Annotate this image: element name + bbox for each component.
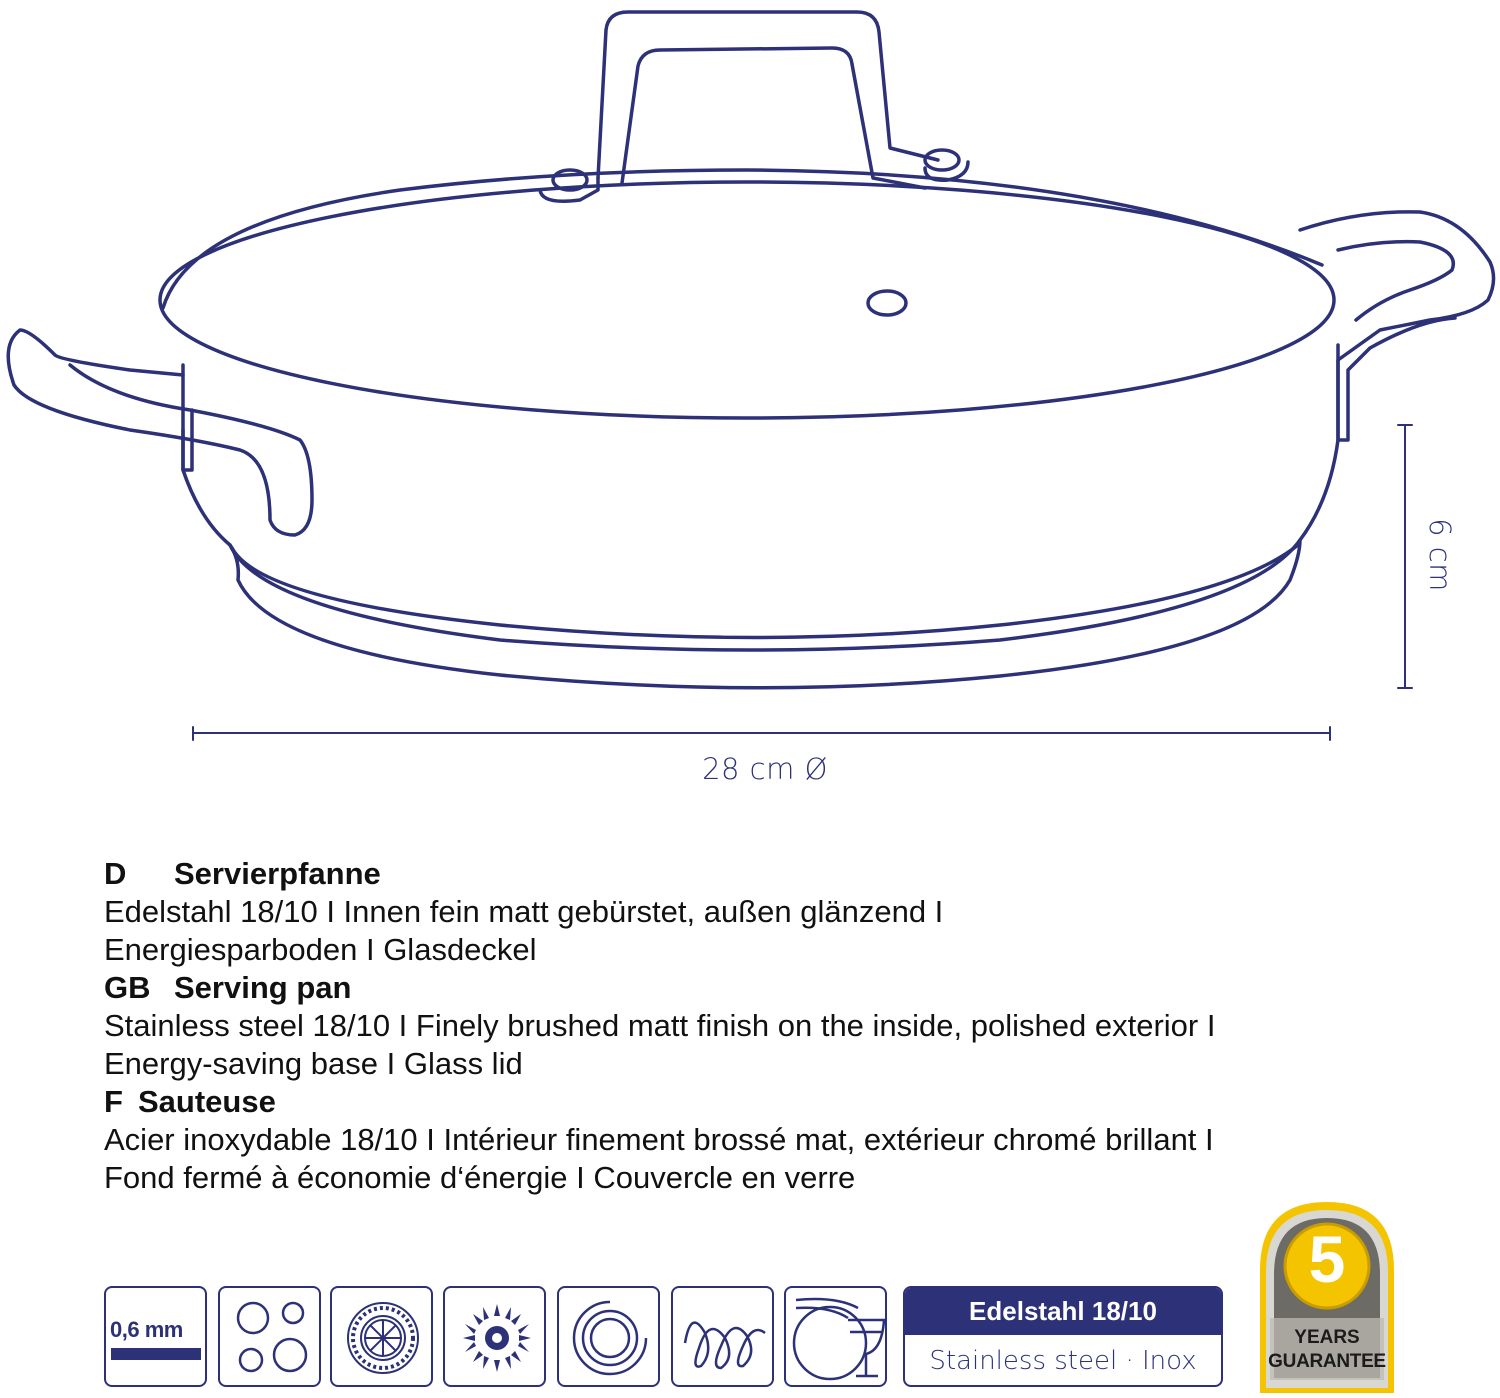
material-top: Edelstahl 18/10 [905,1288,1221,1335]
material-bottom: Stainless steel · Inox [929,1346,1197,1376]
heading-fr [104,1083,1404,1121]
lang-code-fr: F [104,1084,123,1119]
material-badge [903,1286,1223,1387]
electric-hob-icon [218,1286,321,1387]
gas-hob-icon [443,1286,546,1387]
ceramic-hob-icon [330,1286,433,1387]
diameter-label: 28 cm Ø [702,752,828,786]
thickness-icon [104,1286,207,1387]
height-dimension-line [1398,425,1412,688]
heading-de [104,855,1404,893]
lid-handle-inner [622,48,925,188]
guarantee-years-number: 5 [1308,1222,1346,1296]
lid-vent-hole [868,291,906,315]
induction-hob-icon [671,1286,774,1387]
title-fr: Sauteuse [138,1084,276,1119]
lang-code-de: D [104,856,127,891]
guarantee-line-1: YEARS [1294,1327,1360,1348]
pan-base [230,540,1300,688]
lid-rivet-right [925,150,959,170]
left-handle [8,330,312,535]
text-fr-1: Acier inoxydable 18/10 I Intérieur finement brossé mat, extérieur chromé brillant I [104,1122,1214,1157]
height-label: 6 cm [1423,518,1457,592]
guarantee-badge [1256,1198,1398,1393]
guarantee-line-2: GUARANTEE [1268,1351,1386,1372]
text-de-1: Edelstahl 18/10 I Innen fein matt gebürstet, außen glänzend I [104,894,944,929]
lid-rim [160,182,1334,418]
text-gb-1: Stainless steel 18/10 I Finely brushed matt finish on the inside, polished exterior I [104,1008,1216,1043]
title-de: Servierpfanne [174,856,381,891]
halogen-hob-icon [557,1286,660,1387]
width-dimension-line [193,727,1330,740]
product-description [104,855,1404,1197]
lid-handle-outer [598,12,938,178]
text-de-2: Energiesparboden I Glasdeckel [104,932,537,967]
text-gb-2: Energy-saving base I Glass lid [104,1046,523,1081]
text-fr-2: Fond fermé à économie d‘énergie I Couvercle en verre [104,1160,856,1195]
right-handle [1300,212,1494,440]
thickness-label: 0,6 mm [110,1317,183,1342]
lid-inner-line [163,170,1322,308]
dishwasher-safe-icon [784,1286,887,1387]
thickness-bar [111,1348,201,1360]
title-gb: Serving pan [174,970,352,1005]
heading-gb [104,969,1404,1007]
lang-code-gb: GB [104,970,151,1005]
